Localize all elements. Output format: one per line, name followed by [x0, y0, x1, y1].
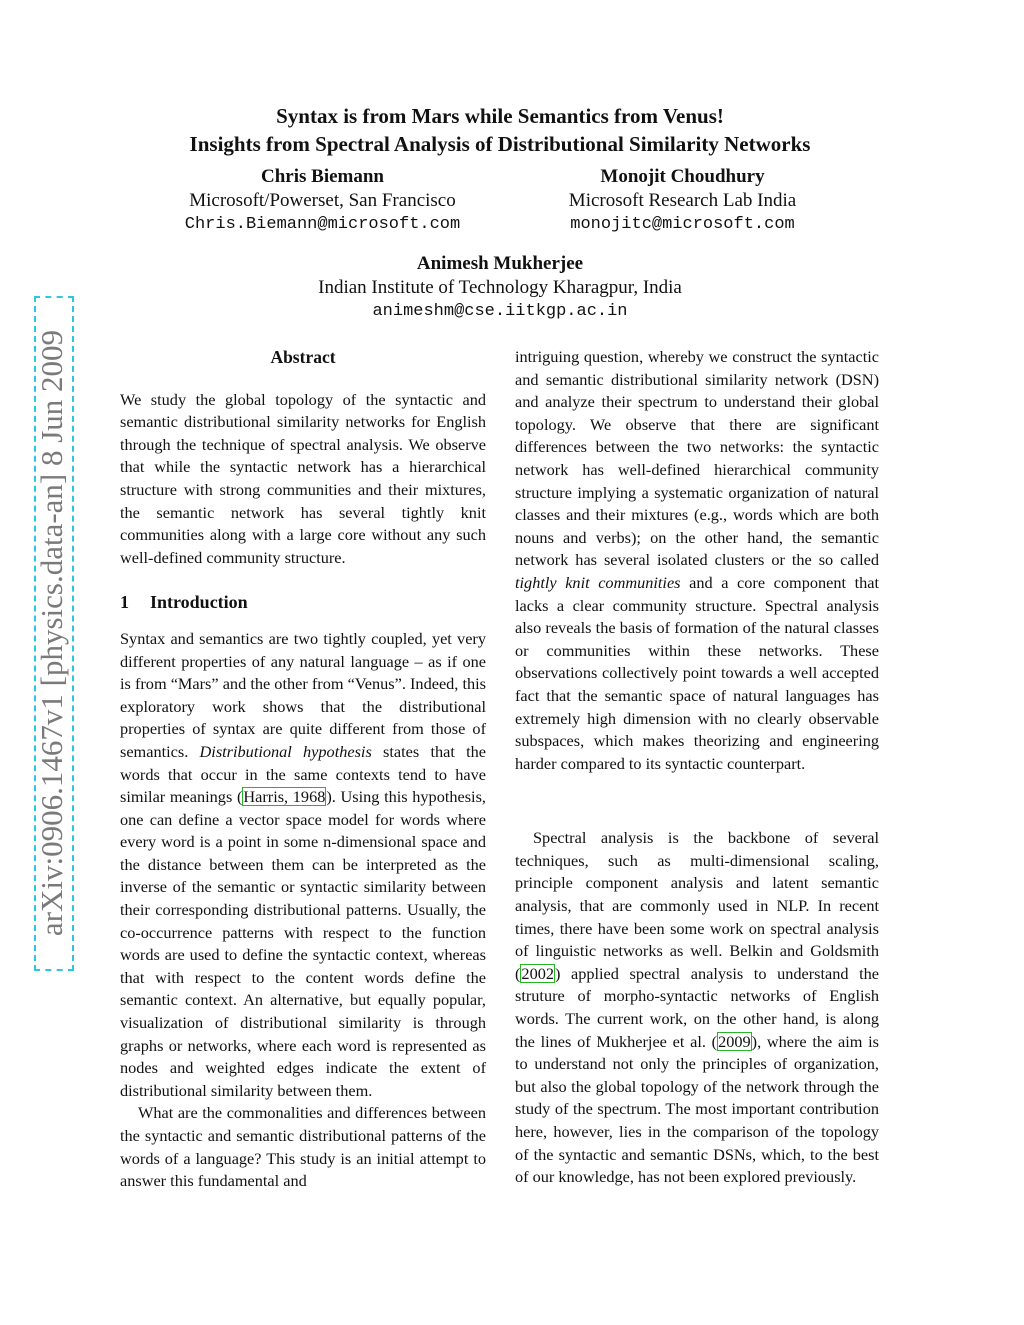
- abstract-text: We study the global topology of the syntactic and semantic distributional similarity networks for English through the technique of spectral analysis. We observe that while the syntactic network has a hierarchical structure with strong communities and their mixtures, the semantic network has several tightly knit communities along with a large core without any such well-defined community structure.: [120, 389, 486, 567]
- intro-paragraph-2: What are the commonalities and differences between the syntactic and semantic distributional patterns of the words of a language? This study is an initial attempt to answer this fundamental and: [120, 1103, 486, 1191]
- author-name: Animesh Mukherjee: [416, 253, 584, 274]
- section-number: 1: [120, 592, 129, 613]
- intro-paragraph-1: Syntax and semantics are two tightly coupled, yet very different properties of any natural language – as if one is from “Mars” and the other from “Venus”. Indeed, this exploratory work shows that the distributional properties of syntax are quite different from those of semantics. Distributional hypothesis states that the words that occur in the same contexts tend to have similar meanings (Harris, 1968). Using this hypothesis, one can define a vector space model for words where every word is a point in some n-dimensional space and the distance between them can be interpreted as the inverse of the semantic or syntactic similarity between their corresponding distributional patterns. Usually, the co-occurrence patterns with respect to the function words are used to define the syntactic context, whereas that with respect to the content words define the semantic context. An alternative, but equally popular, visualization of distributional similarity is through graphs or networks, where each word is represented as nodes and weighted edges indicate the extent of distributional similarity between them.: [120, 628, 486, 1100]
- author-affiliation: Microsoft/Powerset, San Francisco: [189, 190, 456, 211]
- author-email: animeshm@cse.iitkgp.ac.in: [372, 302, 628, 321]
- arxiv-stamp: arXiv:0906.1467v1 [physics.data-an] 8 Jun 2009: [34, 329, 69, 937]
- citation-link[interactable]: 2009: [718, 1031, 751, 1051]
- author-affiliation: Indian Institute of Technology Kharagpur, India: [318, 277, 682, 298]
- title-line-1: Syntax is from Mars while Semantics from Venus!: [276, 104, 724, 128]
- left-column: [120, 346, 486, 1193]
- citation-link[interactable]: 2002: [521, 963, 554, 983]
- section-title: Introduction: [150, 592, 248, 613]
- italic-term: tightly knit communities: [515, 572, 681, 592]
- citation-link[interactable]: Harris, 1968: [243, 787, 326, 807]
- author-name: Monojit Choudhury: [600, 166, 765, 187]
- right-column: [515, 346, 879, 1189]
- author-name: Chris Biemann: [261, 166, 384, 187]
- paper-title: [0, 102, 1000, 158]
- author-1: [150, 165, 495, 237]
- intro-paragraph-3: intriguing question, whereby we construct the syntactic and semantic distributional similarity network (DSN) and analyze their spectrum to understand their global topology. We observe that there are significant differences between the two networks: the syntactic network has well-defined hierarchical community structure implying a systematic organization of natural classes and their mixtures (e.g., words which are both nouns and verbs); on the other hand, the semantic network has several isolated clusters or the so called tightly knit communities and a core component that lacks a clear community structure. Spectral analysis also reveals the basis of formation of the natural classes or communities within these networks. These observations collectively point towards a well accepted fact that the semantic space of natural languages has extremely high dimension with no clearly observable subspaces, which makes theorizing and engineering harder compared to its syntactic counterpart.: [515, 347, 880, 773]
- author-affiliation: Microsoft Research Lab India: [568, 190, 797, 211]
- title-line-2: Insights from Spectral Analysis of Distributional Similarity Networks: [189, 132, 811, 156]
- author-3: [250, 252, 750, 324]
- author-email: Chris.Biemann@microsoft.com: [184, 215, 461, 234]
- section-heading: [120, 591, 486, 614]
- intro-paragraph-4: Spectral analysis is the backbone of several techniques, such as multi-dimensional scaling, principle component analysis and latent semantic analysis, that are commonly used in NLP. In recent times, there have been some work on spectral analysis of linguistic networks as well. Belkin and Goldsmith (2002) applied spectral analysis to understand the struture of morpho-syntactic networks of English words. The current work, on the other hand, is along the lines of Mukherjee et al. (2009), where the aim is to understand not only the principles of organization, but also the global topology of the network through the study of the spectrum. The most important contribution here, however, lies in the comparison of the topology of the syntactic and semantic DSNs, which, to the best of our knowledge, has not been explored previously.: [515, 828, 879, 1187]
- author-email: monojitc@microsoft.com: [570, 215, 795, 234]
- abstract-heading: Abstract: [270, 347, 336, 367]
- italic-term: Distributional hypothesis: [199, 741, 372, 761]
- author-2: [515, 165, 850, 237]
